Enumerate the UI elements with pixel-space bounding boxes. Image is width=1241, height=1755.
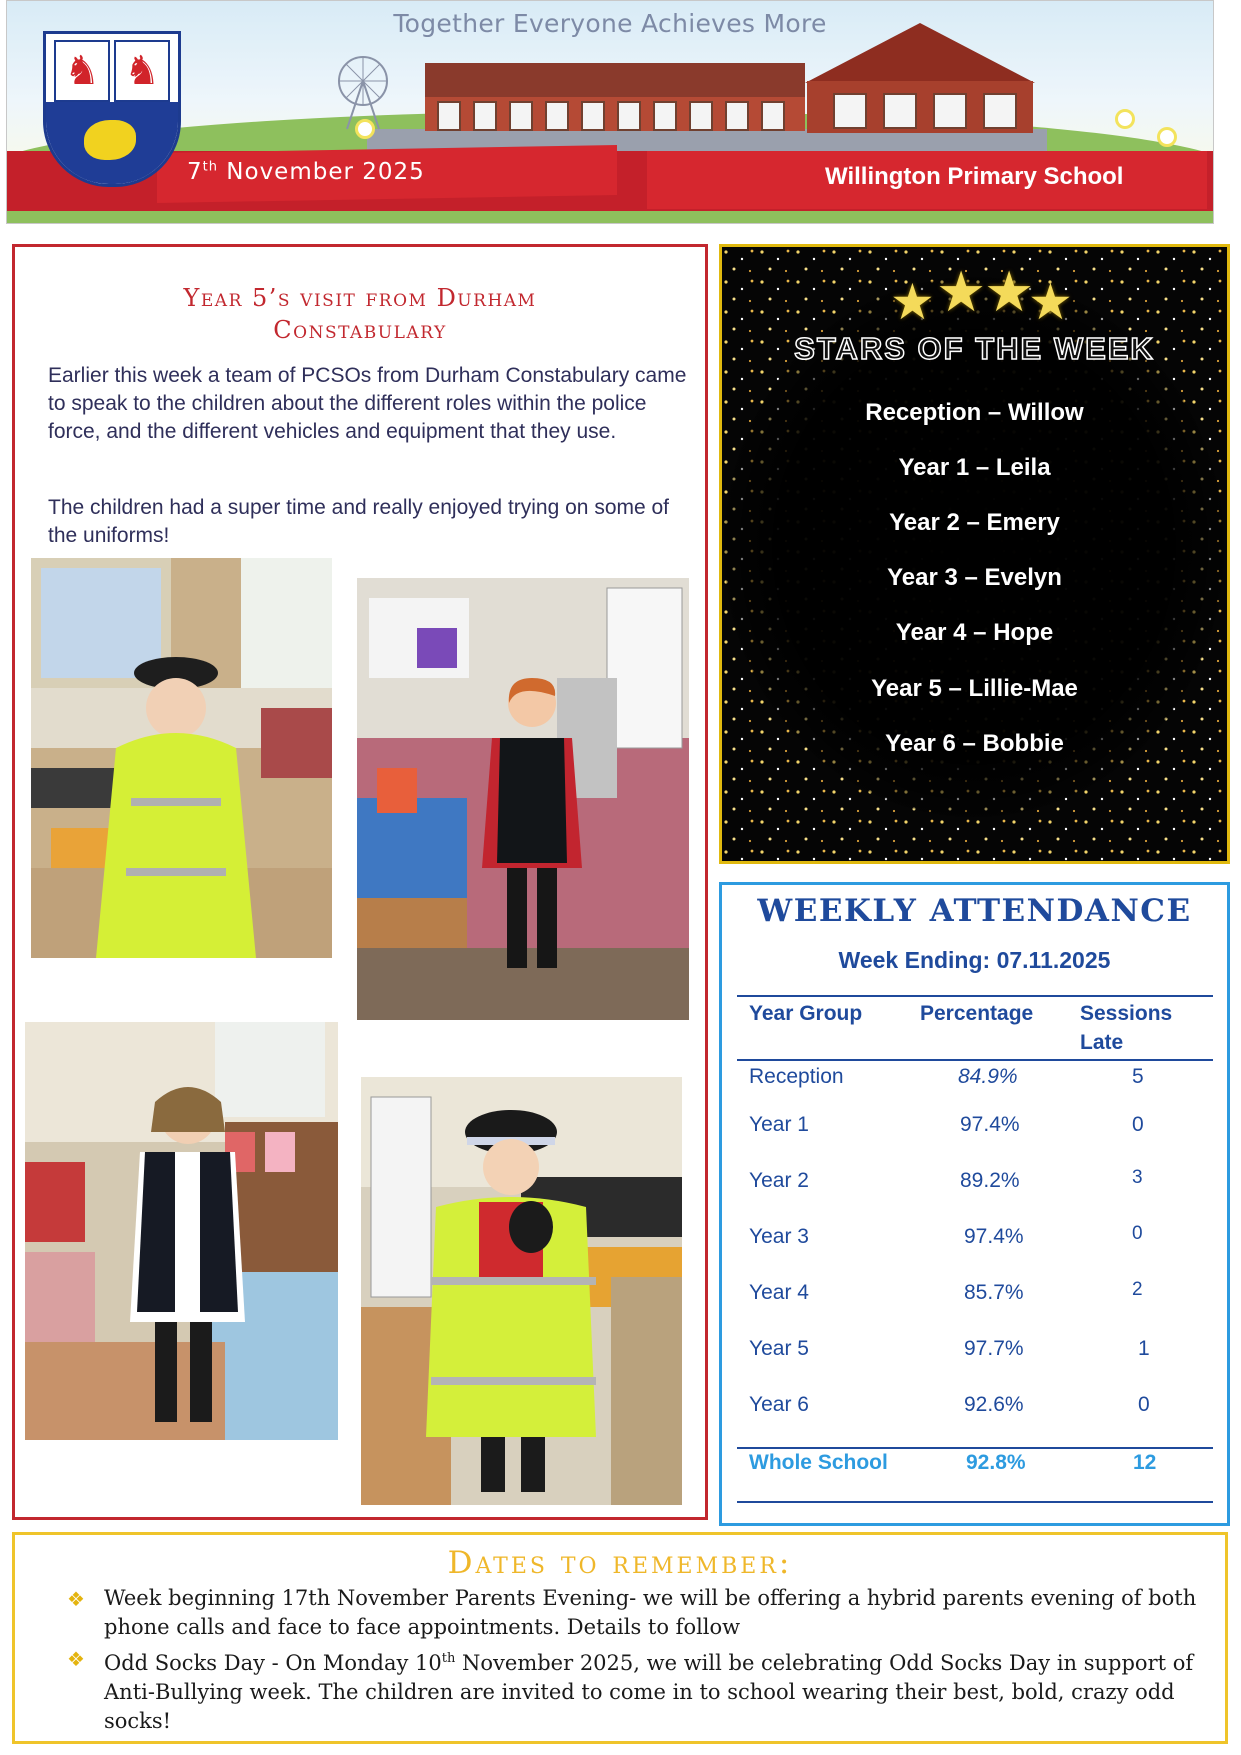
- school-window: [761, 101, 785, 131]
- school-motto: Together Everyone Achieves More: [393, 9, 827, 38]
- table-cell: 85.7%: [964, 1281, 1024, 1304]
- table-cell: 97.7%: [964, 1337, 1024, 1360]
- star-entry: Year 5 – Lillie-Mae: [871, 675, 1078, 702]
- wolf-head-icon: [84, 120, 136, 160]
- attendance-panel: [719, 882, 1230, 1526]
- star-icon: ★: [984, 260, 1035, 323]
- school-window: [653, 101, 677, 131]
- crest-quarter: [54, 40, 110, 102]
- school-window: [883, 93, 917, 129]
- crest-quarter: [114, 40, 170, 102]
- table-cell: 5: [1132, 1065, 1144, 1088]
- week-ending: Week Ending: 07.11.2025: [838, 947, 1111, 973]
- star-entry: Year 4 – Hope: [895, 619, 1054, 646]
- daisy-flower: [1157, 127, 1177, 147]
- school-roof: [425, 63, 805, 97]
- school-window: [545, 101, 569, 131]
- school-window: [509, 101, 533, 131]
- table-cell: 89.2%: [960, 1169, 1020, 1192]
- star-entry: Year 1 – Leila: [898, 454, 1051, 481]
- article-paragraph: The children had a super time and really enjoyed trying on some of the uniforms!: [48, 496, 670, 547]
- school-window: [617, 101, 641, 131]
- school-window: [725, 101, 749, 131]
- article-paragraph: Earlier this week a team of PCSOs from Durham Constabulary came to speak to the children about the different roles within the police force, and the different vehicles and equipment that they use.: [48, 364, 687, 443]
- photo-pupil-in-police-vest-library: [25, 1022, 338, 1440]
- table-cell: 0: [1138, 1393, 1150, 1416]
- star-entry: Year 2 – Emery: [889, 509, 1060, 536]
- column-header: Year Group: [749, 1002, 863, 1025]
- table-cell: 97.4%: [960, 1113, 1020, 1136]
- dates-to-remember-panel: [12, 1532, 1228, 1744]
- star-icon: ★: [936, 260, 987, 323]
- table-rule: [737, 1447, 1213, 1449]
- table-cell: Year 5: [749, 1337, 809, 1360]
- table-rule: [737, 1501, 1213, 1503]
- date-item: Odd Socks Day - On Monday 10th November 2025, we will be celebrating Odd Socks Day in support of Anti-Bullying week. The children are invited to come in to school wearing their best, bold, crazy odd socks!: [104, 1651, 1194, 1733]
- table-total-cell: 12: [1133, 1451, 1157, 1474]
- table-cell: 2: [1132, 1279, 1143, 1300]
- daisy-flower: [1115, 109, 1135, 129]
- table-cell: Year 2: [749, 1169, 809, 1192]
- table-cell: 84.9%: [958, 1065, 1018, 1088]
- star-entry: Year 3 – Evelyn: [887, 564, 1062, 591]
- school-crest-logo: [43, 31, 181, 187]
- table-rule: [737, 1059, 1213, 1061]
- stars-title: STARS OF THE WEEK: [794, 331, 1155, 366]
- dates-title: Dates to remember:: [447, 1545, 793, 1581]
- photo-pupil-in-hi-vis-coat: [31, 558, 332, 958]
- lion-icon: ♞: [64, 49, 100, 93]
- table-cell: Year 3: [749, 1225, 809, 1248]
- table-total-cell: Whole School: [749, 1451, 888, 1474]
- photo-pupil-in-police-vest: [357, 578, 689, 1020]
- attendance-title: WEEKLY ATTENDANCE: [757, 893, 1192, 929]
- school-window: [983, 93, 1017, 129]
- table-cell: Year 1: [749, 1113, 809, 1136]
- school-window: [473, 101, 497, 131]
- column-header: Percentage: [920, 1002, 1034, 1025]
- school-window: [833, 93, 867, 129]
- table-cell: 97.4%: [964, 1225, 1024, 1248]
- daisy-flower: [355, 119, 375, 139]
- table-cell: 0: [1132, 1223, 1143, 1244]
- table-cell: 3: [1132, 1167, 1143, 1188]
- diamond-bullet-icon: ❖: [67, 1589, 85, 1611]
- school-window: [437, 101, 461, 131]
- table-cell: Year 6: [749, 1393, 809, 1416]
- table-cell: 1: [1138, 1337, 1150, 1360]
- column-header: Sessions Late: [1080, 1002, 1173, 1054]
- table-cell: Year 4: [749, 1281, 809, 1304]
- newsletter-date: 7th November 2025: [187, 159, 425, 185]
- photo-pupil-in-police-hat-and-hi-vis: [361, 1077, 682, 1505]
- school-name: Willington Primary School: [825, 163, 1124, 190]
- table-total-cell: 92.8%: [966, 1451, 1026, 1474]
- lion-icon: ♞: [124, 49, 160, 93]
- table-cell: Reception: [749, 1065, 844, 1088]
- date-item: Week beginning 17th November Parents Evening- we will be offering a hybrid parents evening of both phone calls and face to face appointments. Details to follow: [104, 1586, 1197, 1639]
- school-window: [689, 101, 713, 131]
- school-window: [581, 101, 605, 131]
- diamond-bullet-icon: ❖: [67, 1649, 85, 1671]
- table-rule: [737, 995, 1213, 997]
- star-icon: ★: [1028, 274, 1073, 330]
- star-entry: Reception – Willow: [865, 399, 1084, 426]
- table-cell: 0: [1132, 1113, 1144, 1136]
- stars-of-the-week-panel: [719, 244, 1230, 864]
- header-banner: [6, 0, 1214, 224]
- article-title: Year 5’s visit from Durham Constabulary: [183, 284, 537, 344]
- table-cell: 92.6%: [964, 1393, 1024, 1416]
- school-window: [933, 93, 967, 129]
- star-entry: Year 6 – Bobbie: [885, 730, 1064, 757]
- star-icon: ★: [890, 274, 935, 330]
